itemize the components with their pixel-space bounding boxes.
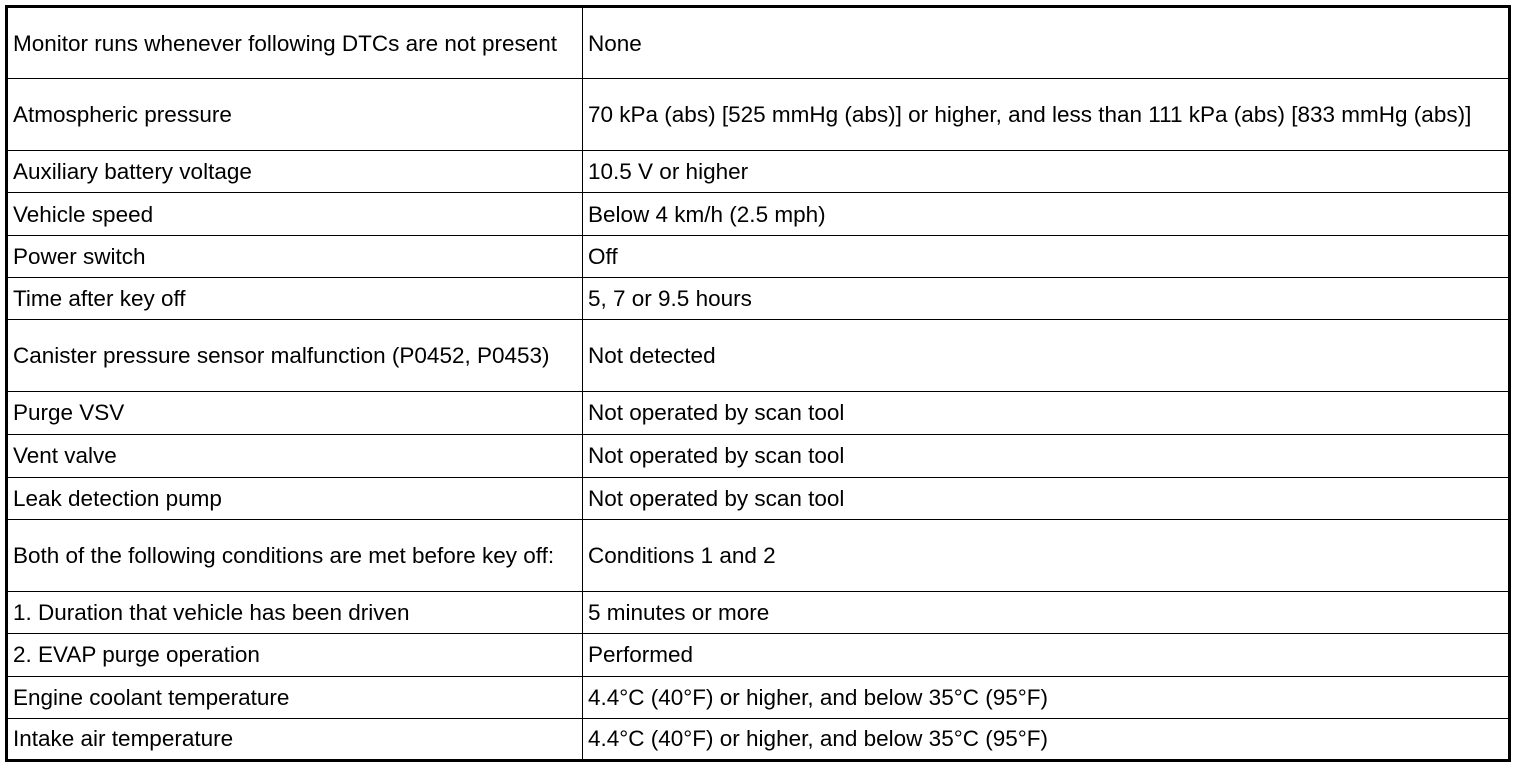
table-row bbox=[7, 633, 1510, 676]
value-cell: Off bbox=[583, 236, 1510, 278]
value-cell: Conditions 1 and 2 bbox=[583, 519, 1510, 591]
value-cell: Not detected bbox=[583, 320, 1510, 392]
condition-cell: Atmospheric pressure bbox=[7, 79, 583, 151]
table-row bbox=[7, 477, 1510, 519]
table-row bbox=[7, 278, 1510, 320]
value-cell: Not operated by scan tool bbox=[583, 434, 1510, 477]
table-row bbox=[7, 434, 1510, 477]
condition-cell: 2. EVAP purge operation bbox=[7, 633, 583, 676]
value-cell: 70 kPa (abs) [525 mmHg (abs)] or higher, and less than 111 kPa (abs) [833 mmHg (abs)] bbox=[583, 79, 1510, 151]
table-row bbox=[7, 718, 1510, 760]
condition-cell: Power switch bbox=[7, 236, 583, 278]
table-row bbox=[7, 151, 1510, 193]
condition-cell: Leak detection pump bbox=[7, 477, 583, 519]
condition-cell: Canister pressure sensor malfunction (P0452, P0453) bbox=[7, 320, 583, 392]
condition-cell: 1. Duration that vehicle has been driven bbox=[7, 591, 583, 633]
table-row bbox=[7, 591, 1510, 633]
table-row bbox=[7, 193, 1510, 236]
value-cell: Not operated by scan tool bbox=[583, 392, 1510, 434]
condition-cell: Purge VSV bbox=[7, 392, 583, 434]
value-cell: Below 4 km/h (2.5 mph) bbox=[583, 193, 1510, 236]
condition-cell: Both of the following conditions are met before key off: bbox=[7, 519, 583, 591]
condition-cell: Monitor runs whenever following DTCs are not present bbox=[7, 7, 583, 79]
condition-cell: Time after key off bbox=[7, 278, 583, 320]
condition-cell: Vent valve bbox=[7, 434, 583, 477]
table-row bbox=[7, 236, 1510, 278]
table-row bbox=[7, 79, 1510, 151]
table-row bbox=[7, 320, 1510, 392]
table-row bbox=[7, 7, 1510, 79]
table-row bbox=[7, 392, 1510, 434]
table-row bbox=[7, 676, 1510, 718]
value-cell: 5 minutes or more bbox=[583, 591, 1510, 633]
table-row bbox=[7, 519, 1510, 591]
value-cell: None bbox=[583, 7, 1510, 79]
value-cell: 5, 7 or 9.5 hours bbox=[583, 278, 1510, 320]
value-cell: Not operated by scan tool bbox=[583, 477, 1510, 519]
value-cell: Performed bbox=[583, 633, 1510, 676]
value-cell: 10.5 V or higher bbox=[583, 151, 1510, 193]
condition-cell: Auxiliary battery voltage bbox=[7, 151, 583, 193]
value-cell: 4.4°C (40°F) or higher, and below 35°C (95°F) bbox=[583, 718, 1510, 760]
condition-cell: Intake air temperature bbox=[7, 718, 583, 760]
condition-cell: Vehicle speed bbox=[7, 193, 583, 236]
condition-cell: Engine coolant temperature bbox=[7, 676, 583, 718]
monitor-conditions-table bbox=[5, 5, 1511, 762]
value-cell: 4.4°C (40°F) or higher, and below 35°C (95°F) bbox=[583, 676, 1510, 718]
